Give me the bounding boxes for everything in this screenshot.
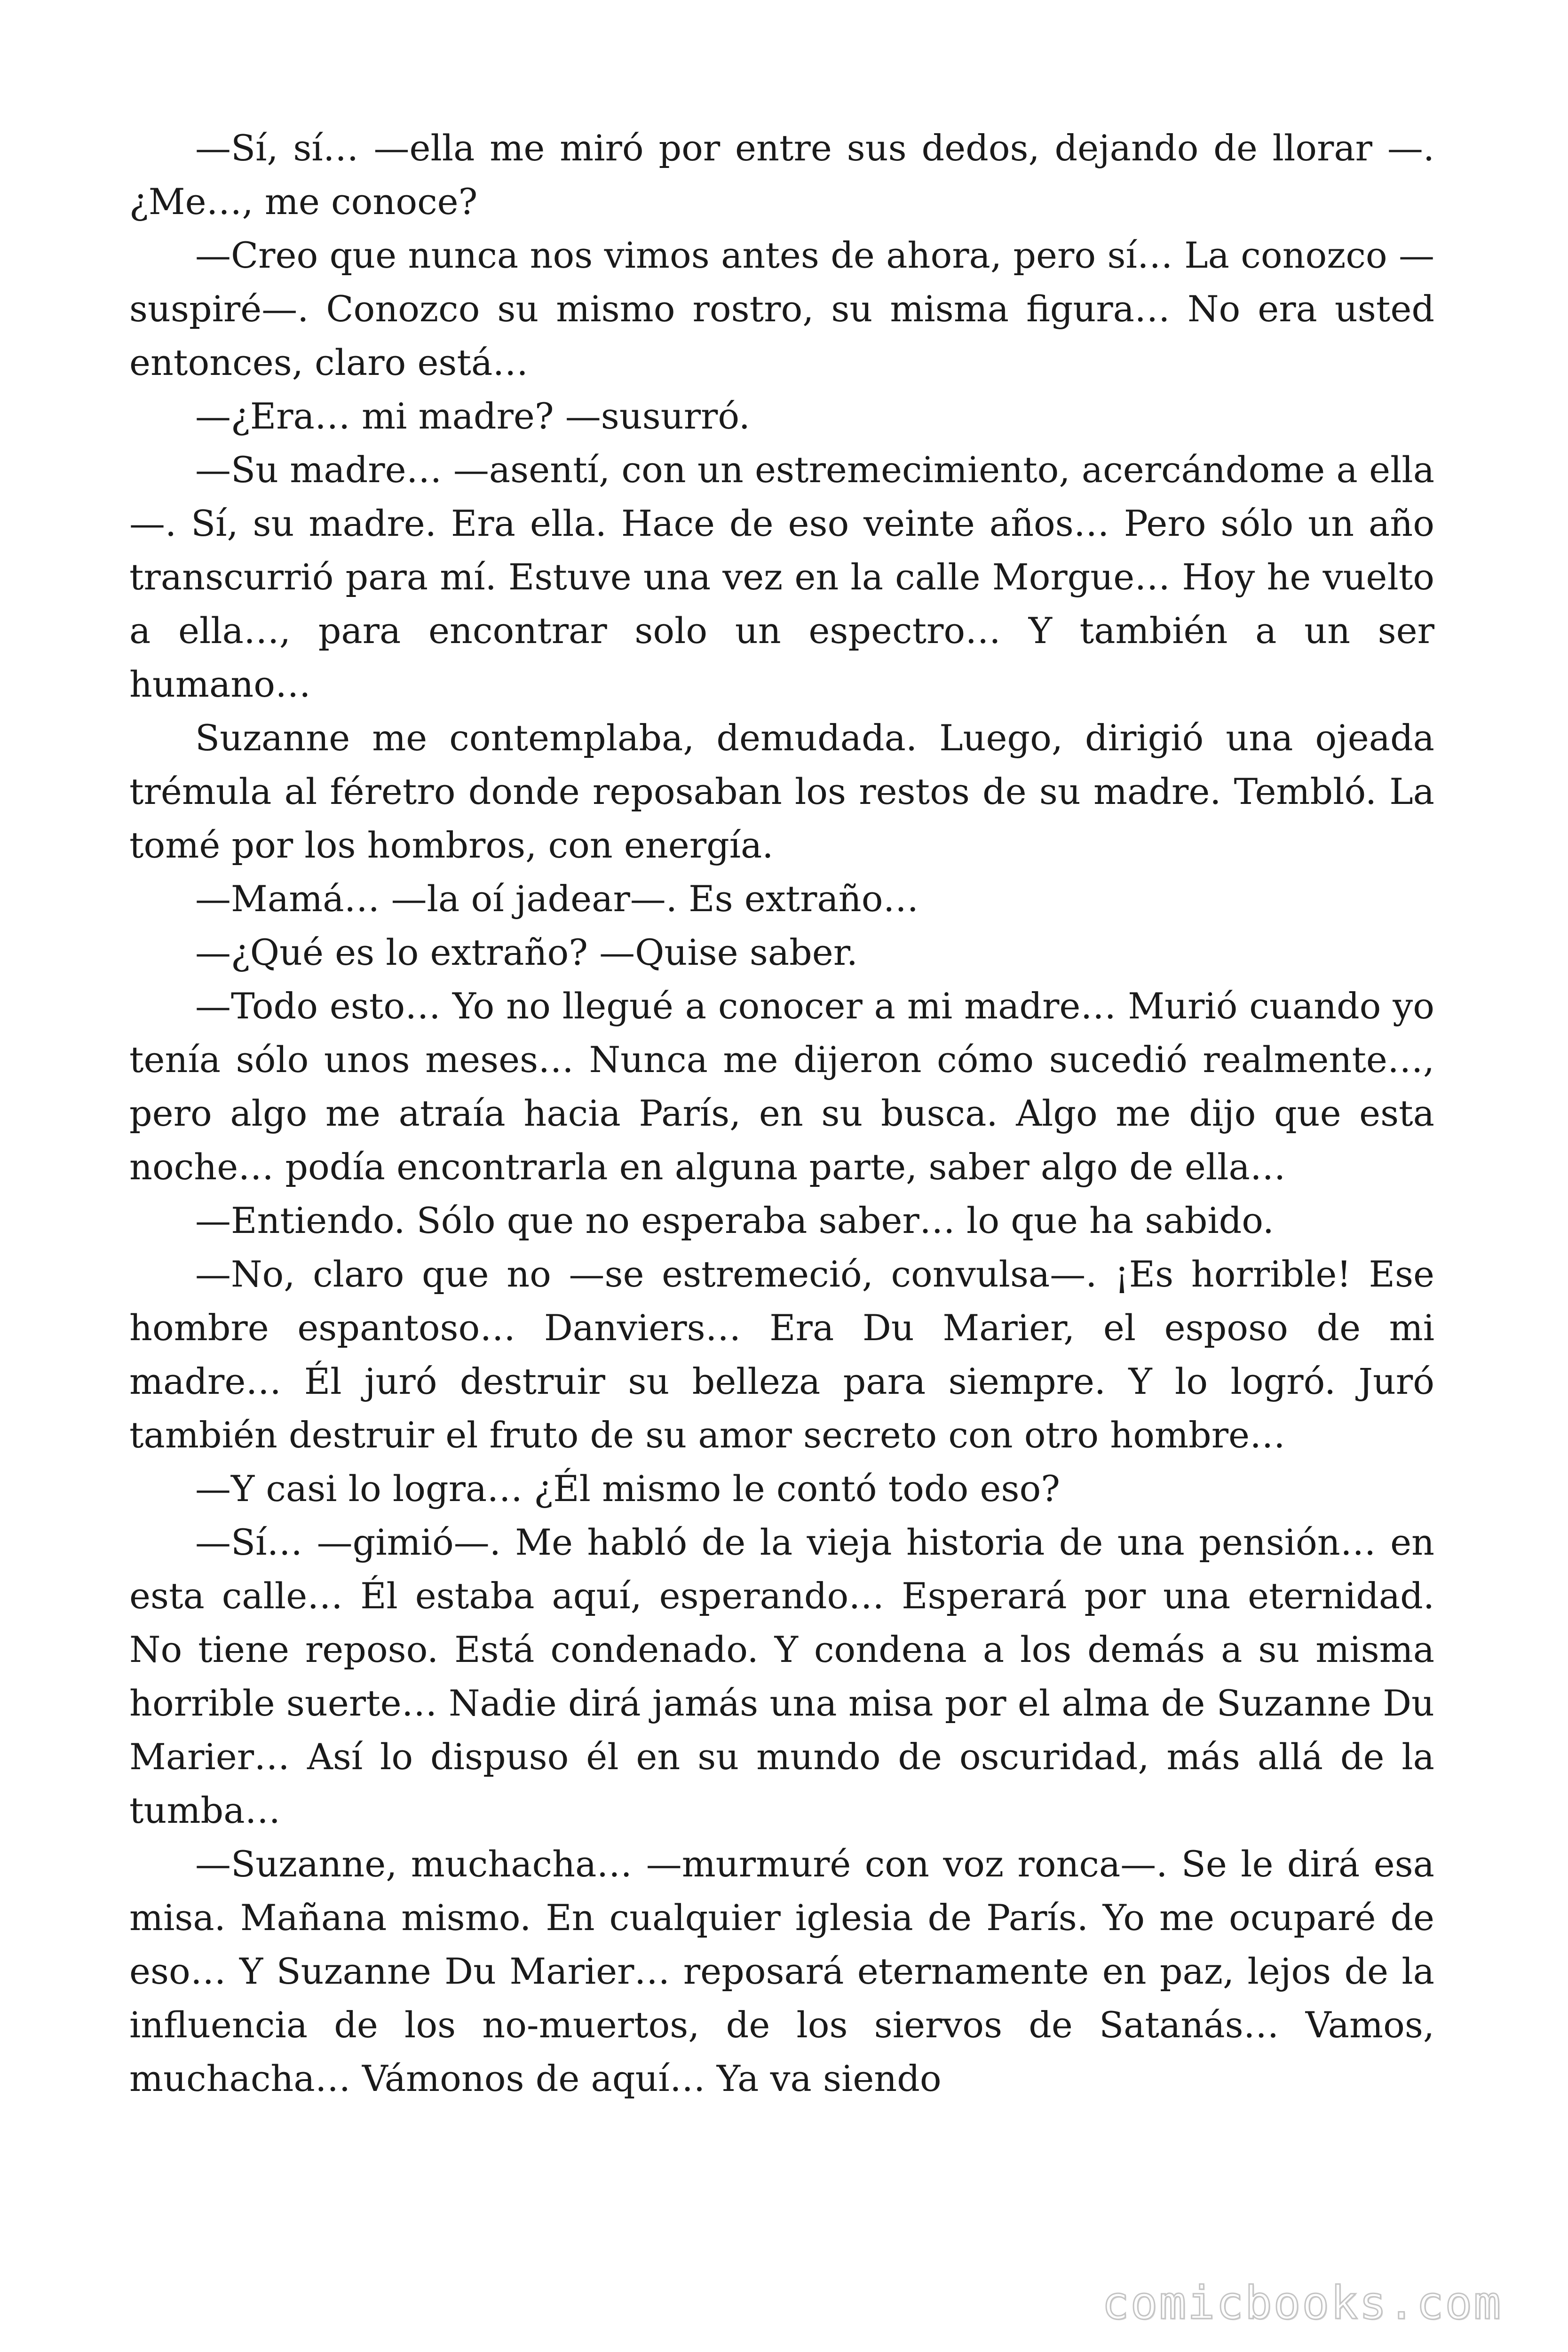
paragraph: —Creo que nunca nos vimos antes de ahora, pero sí… La conozco —suspiré—. Conozco su mismo rostro, su misma figura… No era usted entonces, claro está… <box>129 234 1434 383</box>
paragraph: —Suzanne, muchacha… —murmuré con voz ronca—. Se le dirá esa misa. Mañana mismo. En cualquier iglesia de París. Yo me ocuparé de eso… Y Suzanne Du Marier… reposará eternamente en paz, lejos de la influencia de los no-muertos, de los siervos de Satanás… Vamos, muchacha… Vámonos de aquí… Ya va siendo <box>129 1843 1434 2099</box>
paragraph: —Sí… —gimió—. Me habló de la vieja historia de una pensión… en esta calle… Él estaba aquí, esperando… Esperará por una eternidad. No tiene reposo. Está condenado. Y condena a los demás a su misma horrible suerte… Nadie dirá jamás una misa por el alma de Suzanne Du Marier… Así lo dispuso él en su mundo de oscuridad, más allá de la tumba… <box>129 1521 1434 1831</box>
paragraph: —Mamá… —la oí jadear—. Es extraño… <box>195 878 919 920</box>
paragraph: —¿Era… mi madre? —susurró. <box>195 395 750 437</box>
page-text <box>129 121 1434 2106</box>
paragraph: —Todo esto… Yo no llegué a conocer a mi madre… Murió cuando yo tenía sólo unos meses… Nunca me dijeron cómo sucedió realmente…, pero algo me atraía hacia París, en su busca. Algo me dijo que esta noche… podía encontrarla en alguna parte, saber algo de ella… <box>129 985 1434 1188</box>
paragraph: —Y casi lo logra… ¿Él mismo le contó todo eso? <box>195 1468 1060 1510</box>
paragraph: —¿Qué es lo extraño? —Quise saber. <box>195 931 858 973</box>
paragraph: —Sí, sí… —ella me miró por entre sus dedos, dejando de llorar —. ¿Me…, me conoce? <box>129 127 1434 222</box>
paragraph: Suzanne me contemplaba, demudada. Luego, dirigió una ojeada trémula al féretro donde reposaban los restos de su madre. Tembló. La tomé por los hombros, con energía. <box>129 717 1434 866</box>
paragraph: —Su madre… —asentí, con un estremecimiento, acercándome a ella—. Sí, su madre. Era ella. Hace de eso veinte años… Pero sólo un año transcurrió para mí. Estuve una vez en la calle Morgue… Hoy he vuelto a ella…, para encontrar solo un espectro… Y también a un ser humano… <box>129 449 1434 705</box>
paragraph: —No, claro que no —se estremeció, convulsa—. ¡Es horrible! Ese hombre espantoso… Danviers… Era Du Marier, el esposo de mi madre… Él juró destruir su belleza para siempre. Y lo logró. Juró también destruir el fruto de su amor secreto con otro hombre… <box>129 1253 1434 1456</box>
watermark: comicbooks.com <box>1101 2277 1502 2329</box>
paragraph: —Entiendo. Sólo que no esperaba saber… lo que ha sabido. <box>195 1200 1274 1241</box>
